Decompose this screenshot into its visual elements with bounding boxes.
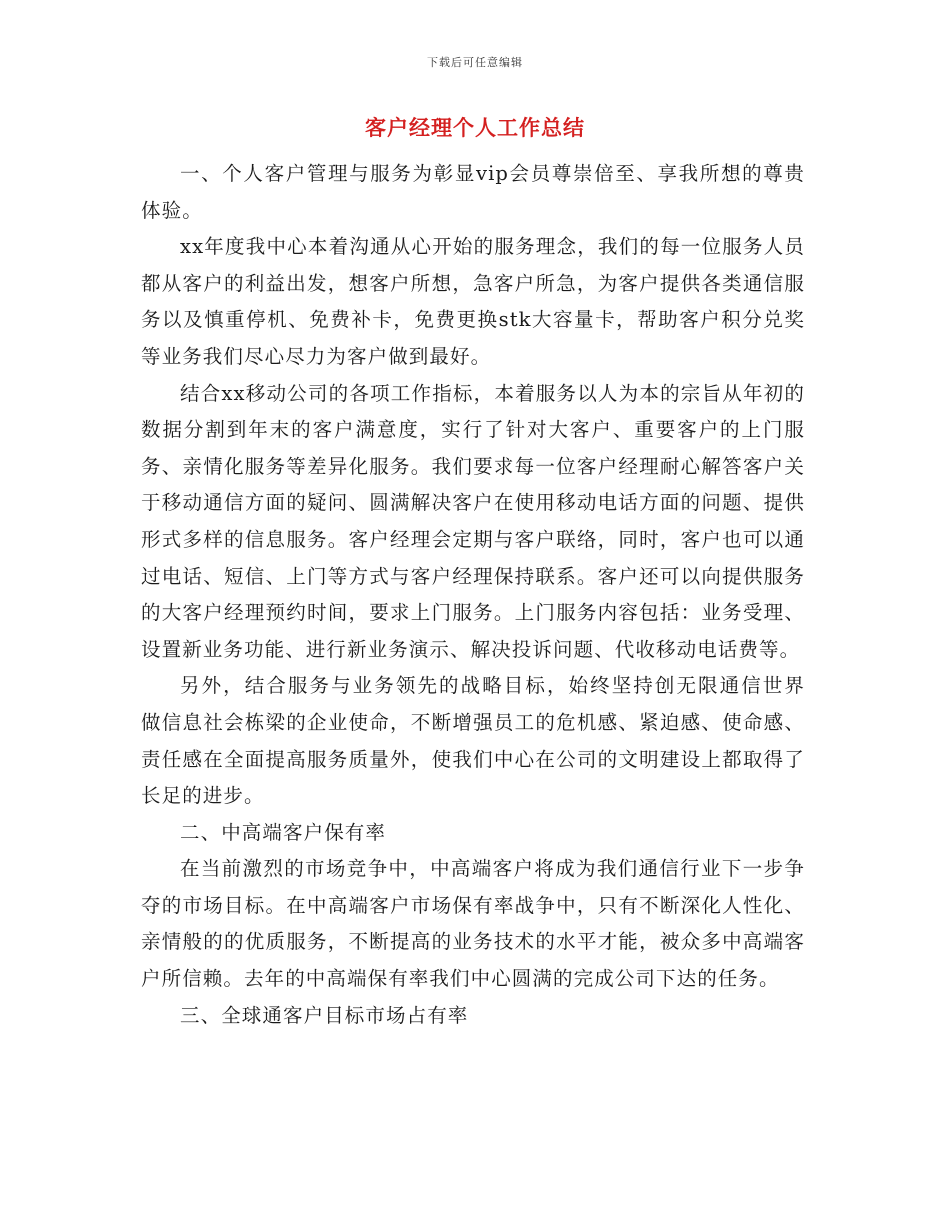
body-paragraph: 在当前激烈的市场竞争中，中高端客户将成为我们通信行业下一步争夺的市场目标。在中高端客户市场保有率战争中，只有不断深化人性化、亲情般的的优质服务，不断提高的业务技术的水平才能，被众多中高端客户所信赖。去年的中高端保有率我们中心圆满的完成公司下达的任务。 <box>141 857 805 991</box>
document-body <box>141 156 805 1034</box>
section-heading-1: 一、个人客户管理与服务为彰显vip会员尊崇倍至、享我所想的尊贵体验。 <box>141 162 805 222</box>
body-paragraph: xx年度我中心本着沟通从心开始的服务理念，我们的每一位服务人员都从客户的利益出发，想客户所想，急客户所急，为客户提供各类通信服务以及慎重停机、免费补卡，免费更换stk大容量卡，帮助客户积分兑奖等业务我们尽心尽力为客户做到最好。 <box>141 235 805 368</box>
document-title: 客户经理个人工作总结 <box>365 115 585 140</box>
body-paragraph: 结合xx移动公司的各项工作指标，本着服务以人为本的宗旨从年初的数据分割到年末的客户满意度，实行了针对大客户、重要客户的上门服务、亲情化服务等差异化服务。我们要求每一位客户经理耐心解答客户关于移动通信方面的疑问、圆满解决客户在使用移动电话方面的问题、提供形式多样的信息服务。客户经理会定期与客户联络，同时，客户也可以通过电话、短信、上门等方式与客户经理保持联系。客户还可以向提供服务的大客户经理预约时间，要求上门服务。上门服务内容包括：业务受理、设置新业务功能、进行新业务演示、解决投诉问题、代收移动电话费等。 <box>141 381 805 661</box>
body-paragraph: 另外，结合服务与业务领先的战略目标，始终坚持创无限通信世界 做信息社会栋梁的企业使命，不断增强员工的危机感、紧迫感、使命感、责任感在全面提高服务质量外，使我们中心在公司的文明建设上都取得了长足的进步。 <box>141 674 805 808</box>
header-note: 下载后可任意编辑 <box>427 56 523 69</box>
section-heading-2: 二、中高端客户保有率 <box>180 820 387 844</box>
section-heading-3: 三、全球通客户目标市场占有率 <box>180 1003 469 1027</box>
